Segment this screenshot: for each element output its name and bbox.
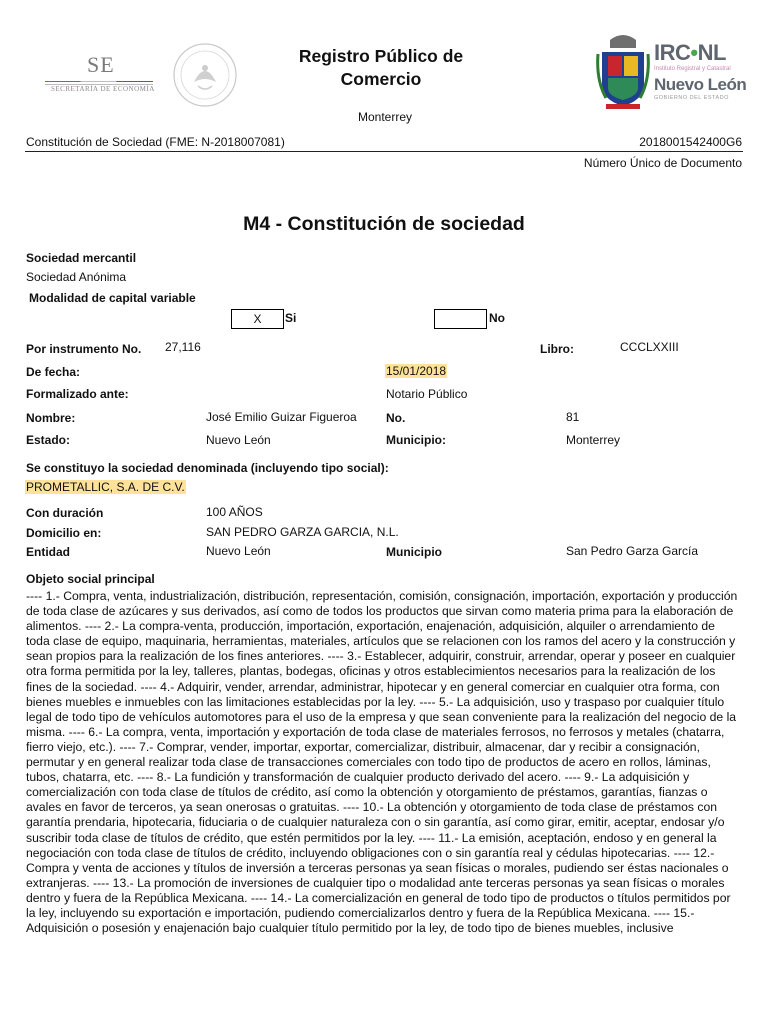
registry-title-line2: Comercio bbox=[340, 69, 422, 89]
duracion-value: 100 AÑOS bbox=[206, 505, 263, 519]
denominacion-label: Se constituyo la sociedad denominada (incluyendo tipo social): bbox=[26, 461, 389, 475]
irc-logo-text bbox=[654, 40, 726, 66]
objeto-social-text: ---- 1.- Compra, venta, industrialización, distribución, representación, comisión, consignación, importación, exportación y producción de toda clase de azúcares y sus derivados, así como de todos los productos que sirvan como materia prima para la elaboración de alimentos. ---- 2.- La compra-venta, producción, importación, exportación, enajenación, adquisición, alquiler o arrendamiento de toda clase de equipo, maquinaria, herramientas, materiales, artículos que se relacionen con los ramos del acero y la construcción y sean propios para la realización de los fines anteriores. ---- 3.- Establecer, adquirir, construir, arrendar, operar y poseer en cualquier otra forma permitida por la ley, talleres, plantas, bodegas, oficinas y otros establecimientos necesarios para la realización de los fines de la sociedad. ---- 4.- Adquirir, vender, arrendar, administrar, hipotecar y en general comerciar en cualquier otra forma, con bienes muebles e inmuebles con las limitaciones establecidas por la ley. ---- 5.- La adquisición, uso y traspaso por cualquier título legal de todo tipo de vehículos automotores para el uso de la empresa y que sean conveniente para la realización del negocio de la misma. ---- 6.- La compra, venta, importación y exportación de toda clase de materiales ferrosos, no ferrosos y metales (chatarra, fierro viejo, etc.). ---- 7.- Comprar, vender, importar, exportar, comercializar, distribuir, almacenar, dar y recibir a consignación, permutar y en general realizar toda clase de transacciones comerciales con todo tipo de productos de acero en rollos, láminas, tubos, chatarra, etc. ---- 8.- La fundición y transformación de cualquier producto derivado del acero. ---- 9.- La adquisición y comercialización con toda clase de títulos de crédito, así como la obtención y otorgamiento de préstamos, garantías, fianzas o avales en favor de terceros, ya sean onerosas o gratuitas. ---- 10.- La obtención y otorgamiento de toda clase de préstamos con garantía prendaria, hipotecaria, fiduciaria o de cualquier naturaleza con o sin garantía, así como girar, emitir, aceptar, endosar y/o suscribir toda clase de títulos de crédito, que estén permitidos por la ley. ---- 11.- La emisión, aceptación, endoso y en general la negociación con toda clase de títulos de crédito, incluyendo obligaciones con o sin garantía real y cédulas hipotecarias. ---- 12.- Compra y venta de acciones y títulos de inversión a terceras personas ya sean físicas o morales, pudiendo ser éstas nacionales o extranjeras. ---- 13.- La promoción de inversiones de cualquier tipo o modalidad ante terceras personas ya sean físicas o morales dentro y fuera de la República Mexicana. ---- 14.- La comercialización en general de todo tipo de productos o títulos permitidos por la ley, incluyendo su exportación e importación, pudiendo comercializarlos dentro y fuera de la República Mexicana. ---- 15.- Adquisición o posesión y enajenación bajo cualquier título permitido por la ley, de todo tipo de bienes muebles, inclusive bbox=[26, 589, 738, 936]
objeto-label: Objeto social principal bbox=[26, 572, 155, 586]
registry-city: Monterrey bbox=[357, 110, 413, 124]
registry-title-line1: Registro Público de bbox=[298, 46, 464, 66]
domicilio-value: SAN PEDRO GARZA GARCIA, N.L. bbox=[206, 525, 399, 539]
document-number-caption: Número Único de Documento bbox=[583, 156, 742, 170]
nuevo-leon-coat-of-arms-icon bbox=[596, 30, 650, 112]
libro-value: CCCLXXIII bbox=[620, 340, 679, 354]
municipio2-label: Municipio bbox=[386, 545, 442, 559]
form-heading: M4 - Constitución de sociedad bbox=[243, 213, 525, 235]
nuevo-leon-logo-text: Nuevo León bbox=[654, 75, 747, 94]
formalizado-label: Formalizado ante: bbox=[26, 387, 129, 401]
notario-no-value: 81 bbox=[566, 410, 580, 424]
modalidad-label: Modalidad de capital variable bbox=[29, 291, 196, 305]
libro-label: Libro: bbox=[540, 342, 574, 356]
instrumento-value: 27,116 bbox=[165, 340, 201, 354]
irc-suffix: NL bbox=[697, 40, 726, 65]
entidad-value: Nuevo León bbox=[206, 544, 271, 558]
sociedad-label: Sociedad mercantil bbox=[26, 251, 137, 265]
domicilio-label: Domicilio en: bbox=[26, 526, 102, 540]
municipio2-value: San Pedro Garza García bbox=[566, 544, 699, 558]
secretaria-economia-logo bbox=[45, 50, 155, 96]
fecha-label: De fecha: bbox=[26, 365, 81, 379]
fecha-value: 15/01/2018 bbox=[386, 364, 447, 378]
no-label: No bbox=[489, 311, 505, 325]
entidad-label: Entidad bbox=[26, 545, 70, 559]
no-checkbox[interactable] bbox=[434, 309, 487, 329]
document-number: 2018001542400G6 bbox=[639, 135, 742, 149]
instrumento-label: Por instrumento No. bbox=[26, 342, 142, 356]
estado-value: Nuevo León bbox=[206, 433, 271, 447]
formalizado-value: Notario Público bbox=[386, 387, 468, 401]
notario-no-label: No. bbox=[386, 411, 406, 425]
gobierno-estado-text: GOBIERNO DEL ESTADO bbox=[654, 95, 729, 101]
document-type: Constitución de Sociedad (FME: N-2018007081) bbox=[26, 135, 285, 149]
si-label: Si bbox=[285, 311, 297, 325]
duracion-label: Con duración bbox=[26, 506, 104, 520]
national-seal-icon bbox=[172, 42, 238, 108]
si-checkbox[interactable]: X bbox=[231, 309, 284, 329]
municipio-label: Municipio: bbox=[386, 433, 446, 447]
irc-nl-logo bbox=[592, 28, 748, 114]
municipio-value: Monterrey bbox=[566, 433, 621, 447]
sociedad-value: Sociedad Anónima bbox=[26, 270, 127, 284]
nombre-label: Nombre: bbox=[26, 411, 76, 425]
nombre-value: José Emilio Guizar Figueroa bbox=[206, 410, 357, 424]
irc-text: IRC bbox=[654, 40, 691, 65]
se-logo-subtitle: SECRETARÍA DE ECONOMÍA bbox=[51, 85, 155, 93]
se-logo-letters: SE bbox=[87, 52, 115, 77]
irc-dot-icon: • bbox=[690, 40, 698, 65]
header-divider bbox=[25, 151, 743, 152]
estado-label: Estado: bbox=[26, 433, 71, 447]
denominacion-value: PROMETALLIC, S.A. DE C.V. bbox=[26, 480, 185, 494]
irc-tagline: Instituto Registral y Catastral bbox=[654, 66, 731, 72]
